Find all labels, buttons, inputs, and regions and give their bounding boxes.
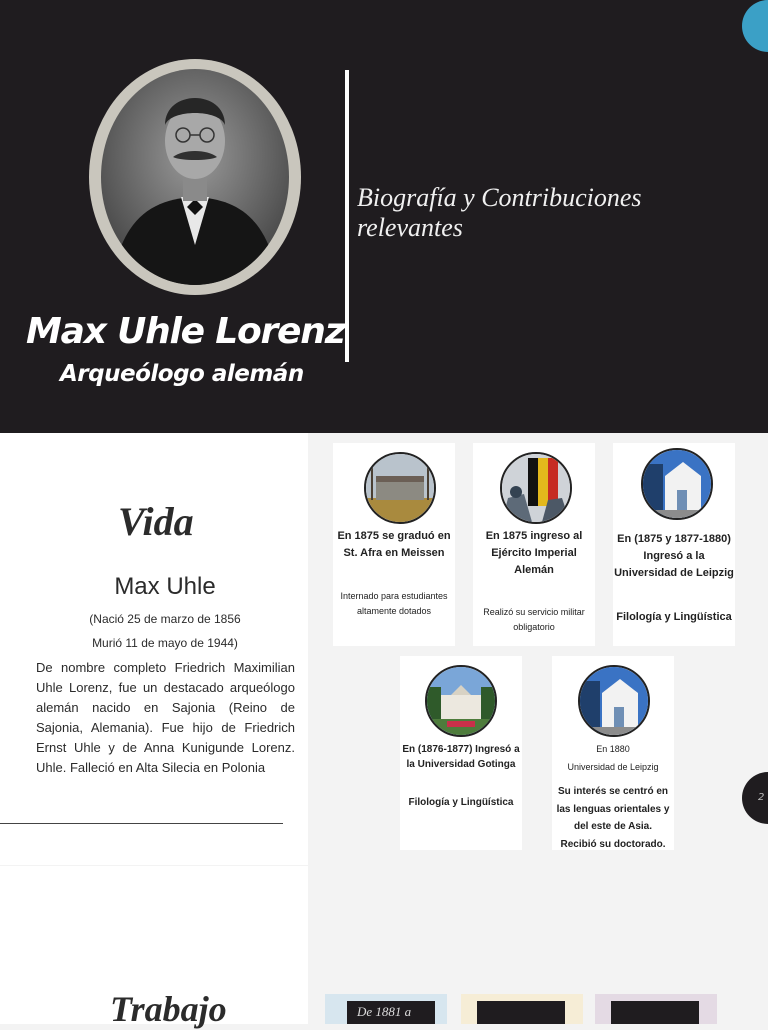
page-number-button[interactable] — [742, 772, 768, 824]
timeline-card-2 — [473, 443, 595, 646]
title-role: Arqueólogo alemán — [60, 361, 304, 387]
subtitle-line-1: Biografía y Contribuciones — [357, 183, 642, 212]
card-4-detail: Filología y Lingüística — [408, 797, 514, 808]
card-2-detail: Realizó su servicio militar obligatorio — [483, 607, 585, 632]
trabajo-tile-2 — [461, 994, 583, 1024]
card-4-title: En (1876-1877) Ingresó a la Universidad Gotinga — [402, 744, 520, 770]
birth-date: (Nació 25 de marzo de 1856 — [89, 612, 241, 626]
trabajo-tile-1 — [325, 994, 447, 1024]
presentation-title: Max Uhle Lorenz — [26, 311, 345, 352]
card-3-detail: Filología y Lingüística — [616, 611, 732, 623]
card-1-title: En 1875 se graduó en St. Afra en Meissen — [337, 530, 451, 559]
section-divider — [0, 823, 283, 824]
card-2-title: En 1875 ingreso al Ejército Imperial Alemán — [485, 530, 583, 576]
card-1-detail: Internado para estudiantes altamente dotados — [340, 591, 448, 616]
timeline-card-4 — [400, 656, 522, 850]
timeline-card-1 — [333, 443, 455, 646]
death-date: Murió 11 de mayo de 1944) — [92, 636, 238, 650]
subtitle-line-2: relevantes — [357, 213, 463, 242]
timeline-card-5 — [552, 656, 674, 850]
card-5-subtitle: Universidad de Leipzig — [567, 762, 659, 772]
card-5-title: En 1880 — [596, 744, 630, 754]
trabajo-heading: Trabajo — [110, 989, 227, 1029]
card-5-detail: Su interés se centró en las lenguas orientales y del este de Asia. Recibió su doctorado. — [556, 786, 670, 850]
presentation-subtitle — [357, 183, 697, 243]
tile-1-text: De 1881 a — [357, 1004, 412, 1019]
portrait-photo — [101, 69, 289, 285]
card-3-title: En (1875 y 1877-1880) Ingresó a la Universidad de Leipzig — [614, 533, 734, 579]
timeline-card-3 — [613, 443, 735, 646]
page-number: 2 — [758, 792, 765, 803]
gottingen-photo — [425, 665, 497, 737]
trabajo-tile-3 — [595, 994, 717, 1024]
leipzig-photo-2 — [578, 665, 650, 737]
leipzig-photo — [641, 448, 713, 520]
vida-name: Max Uhle — [114, 573, 216, 600]
school-photo — [364, 452, 436, 524]
army-photo — [500, 452, 572, 524]
portrait-frame — [89, 59, 301, 295]
vida-heading: Vida — [118, 499, 194, 544]
bio-paragraph: De nombre completo Friedrich Maximilian Uhle Lorenz, fue un destacado arqueólogo alemán nacido en Sajonia (Reino de Sajonia, Alemania). Fue hijo de Friedrich Ernst Uhle y de Anna Kunigunde Lorenz. Uhle. Falleció en Alta Silecia en Polonia — [36, 660, 295, 775]
